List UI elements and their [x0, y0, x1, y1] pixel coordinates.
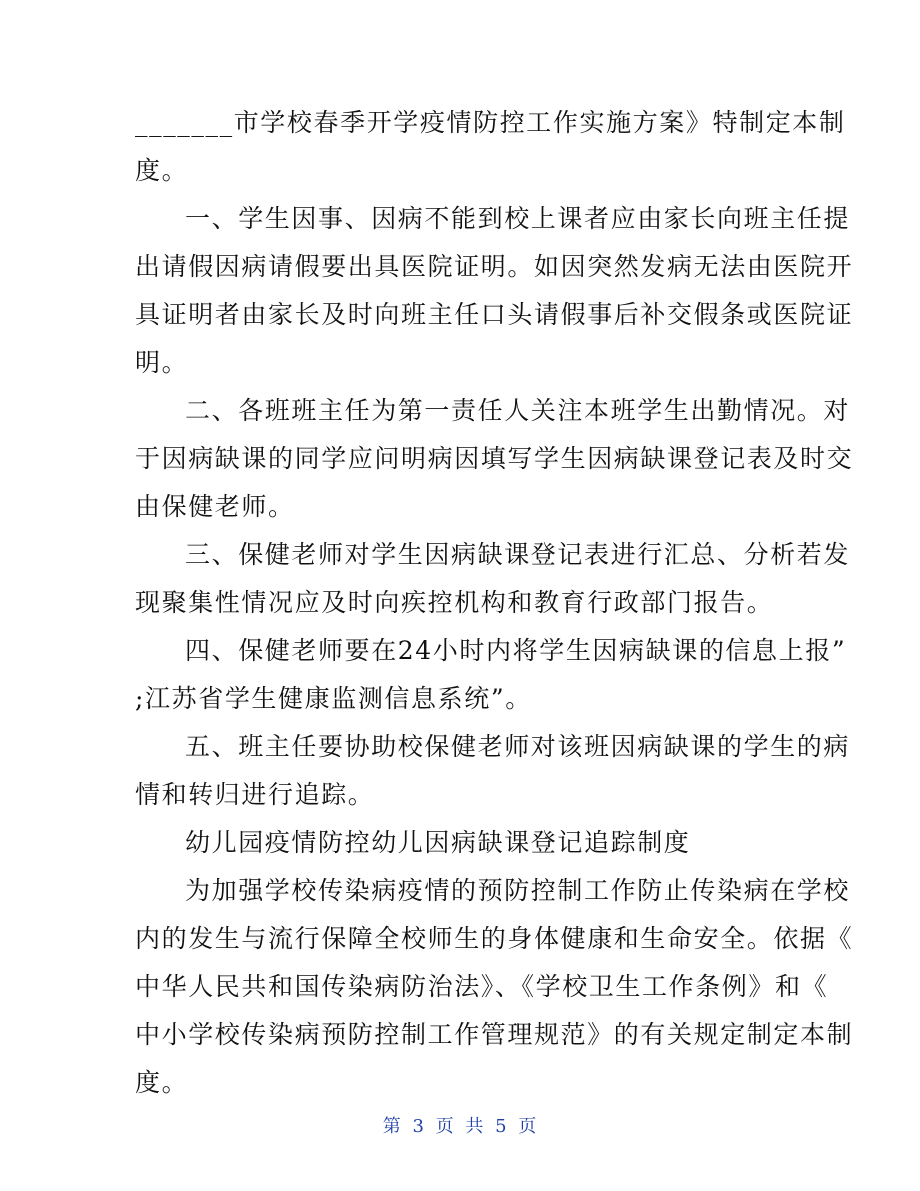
paragraph-heading-1: 一、学生因事、因病不能到校上课者应由家长向班主任提 — [185, 204, 851, 233]
text-line: _______市学校春季开学疫情防控工作实施方案》特制定本制 — [135, 108, 846, 137]
footer-page-word: 页 — [435, 1116, 455, 1137]
text-line: 度。 — [135, 156, 189, 185]
text-line: 具证明者由家长及时向班主任口头请假事后补交假条或医院证 — [135, 300, 854, 329]
footer-suffix: 页 — [518, 1116, 538, 1137]
text-line: 于因病缺课的同学应问明病因填写学生因病缺课登记表及时交 — [135, 444, 854, 473]
section-title: 幼儿园疫情防控幼儿因病缺课登记追踪制度 — [185, 828, 691, 857]
paragraph-heading-2: 二、各班班主任为第一责任人关注本班学生出勤情况。对 — [185, 396, 851, 425]
text-line: 出请假因病请假要出具医院证明。如因突然发病无法由医院开 — [135, 252, 854, 281]
page-footer — [0, 1112, 920, 1138]
paragraph-heading-4: 四、保健老师要在24小时内将学生因病缺课的信息上报” — [185, 636, 847, 665]
text-line: 现聚集性情况应及时向疾控机构和教育行政部门报告。 — [135, 588, 774, 617]
text-line: 度。 — [135, 1068, 189, 1097]
paragraph-heading-5: 五、班主任要协助校保健老师对该班因病缺课的学生的病 — [185, 732, 851, 761]
current-page-number: 3 — [412, 1116, 425, 1137]
text-line: 中华人民共和国传染病防治法》、《学校卫生工作条例》和《 — [135, 972, 829, 1001]
text-line: 情和转归进行追踪。 — [135, 780, 375, 809]
total-page-number: 5 — [495, 1116, 508, 1137]
text-line: 中小学校传染病预防控制工作管理规范》的有关规定制定本制 — [135, 1020, 854, 1049]
paragraph-intro: 为加强学校传染病疫情的预防控制工作防止传染病在学校 — [185, 876, 851, 905]
text-line: 内的发生与流行保障全校师生的身体健康和生命安全。依据《 — [135, 924, 854, 953]
text-line: 由保健老师。 — [135, 492, 295, 521]
footer-prefix: 第 — [382, 1116, 402, 1137]
footer-total-word: 共 — [465, 1116, 485, 1137]
text-line: ;江苏省学生健康监测信息系统”。 — [135, 684, 532, 713]
text-line: 明。 — [135, 348, 189, 377]
paragraph-heading-3: 三、保健老师对学生因病缺课登记表进行汇总、分析若发 — [185, 540, 851, 569]
